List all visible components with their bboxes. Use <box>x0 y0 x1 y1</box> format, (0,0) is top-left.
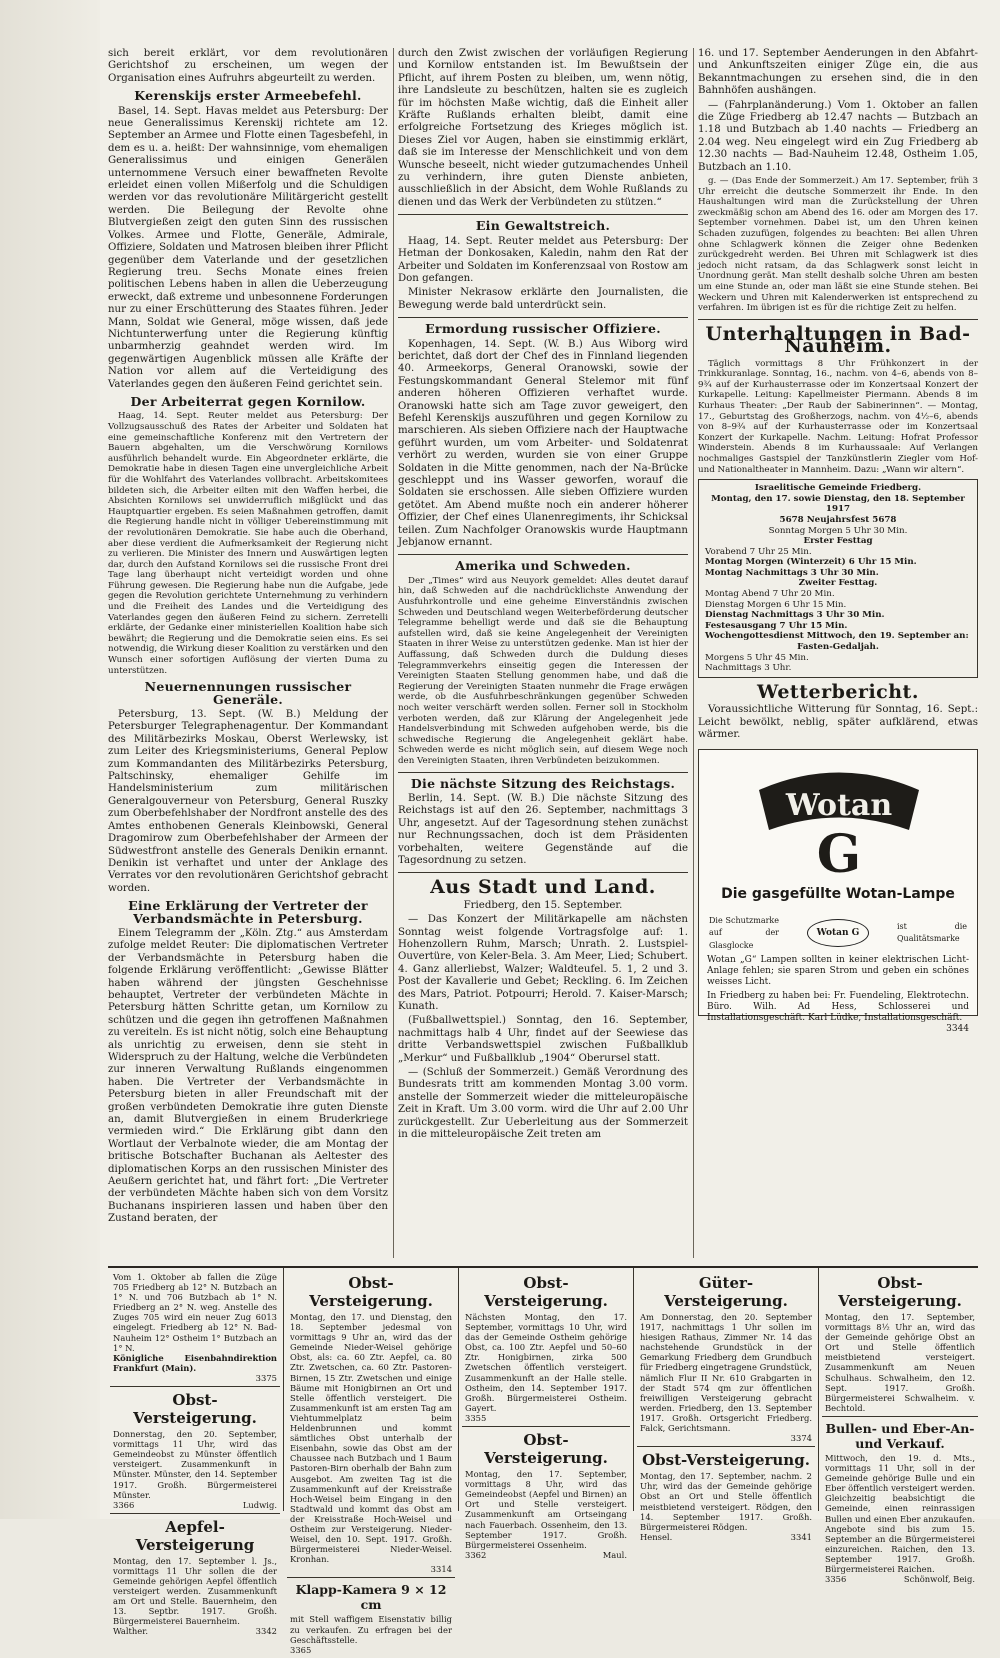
article-body: g. — (Das Ende der Sommerzeit.) Am 17. September, früh 3 Uhr erreicht die deutsche Sommerzeit ihr Ende. In den Haushaltungen wird man die Zurückstellung der Uhren zweckmäßig schon am Abend des 16. oder am Morgen des 17. September vornehmen. Dabei ist, um den Uhren keinen Schaden zuzufügen, folgendes zu beachten: Bei allen Uhren ohne Schlagwerk können die Zeiger ohne Bedenken zurückgedreht werden. Bei Uhren mit Schlagwerk ist dies jedoch nicht ratsam, da das Schlagwerk sonst leicht in Unordnung gerät. Man stellt deshalb solche Uhren am besten um eine Stunde an, oder man läßt sie eine Stunde stehen. Bei Weckern und Uhren mit Kalenderwerken ist entsprechend zu verfahren. Im übrigen ist es für die richtige Zeit zu helfen. <box>698 176 978 314</box>
synagogue-notice <box>698 479 978 678</box>
article-body: Haag, 14. Sept. Reuter meldet aus Petersburg: Der Vollzugsausschuß des Rates der Arbeiter und Soldaten hat eine gemeinschaftliche Konferenz mit den Vertretern der Bauern abgehalten, um die Verschwörung Kornilows ausführlich behandelt wurde. Ein Abgeordneter erklärte, die Demokratie habe in diesen Tagen eine unvergleichliche Arbeit für die Wohlfahrt des Vaterlandes vollbracht. Arbeitskomitees bildeten sich, die Arbeiter eilten mit den Waffen herbei, die Absichten Kornilows sei unwiderruflich mißglückt und das Hauptquartier ergeben. Es seien Maßnahmen getroffen, damit die Regierung handle nicht in völliger Uebereinstimmung mit der revolutionären Demokratie. Sie habe auch die Oberhand, aber diese verdient die Aufmerksamkeit der Regierung nicht zu verlieren. Die Minister des Innern und Auswärtigen legten dar, durch den Aufstand Kornilows sei die russische Front drei Tage lang überhaupt nicht verteidigt worden und ohne Führung gewesen. Die Regierung habe nun die Aufgabe, jede gegen die Revolution gerichtete Unternehmung zu verhindern und die Freiheit des Landes und die Verteidigung des Vaterlandes gegen den äußeren Feind zu sichern. Zerretelli erklärte, der Gedanke einer ministeriellen Koalition habe sich bewährt; die Regierung und die Demokratie seien eins. Es sei notwendig, die Wirkung dieser Koalition zu verstärken und den Wunsch einer sofortigen Auflösung der vierten Duma zu unterstützen. <box>108 411 388 676</box>
article-body: — (Fahrplanänderung.) Vom 1. Oktober an fallen die Züge Friedberg ab 12.47 nachts — Butzbach an 1.18 und Butzbach ab 1.40 nachts — Friedberg an 2.04 weg. Neu eingelegt wird ein Zug Friedberg ab 12.30 nachts — Bad-Nauheim 12.48, Ostheim 1.05, Butzbach an 1.10. <box>698 99 978 173</box>
column-divider <box>693 48 694 1258</box>
notice-line: Dienstag Nachmittags 3 Uhr 30 Min. <box>705 610 885 621</box>
section-heading: Wetterbericht. <box>757 680 919 703</box>
ad-block <box>287 1578 455 1657</box>
article-body: Minister Nekrasow erklärte den Journalisten, die Bewegung werde bald unterdrückt sein. <box>398 287 688 311</box>
column-2 <box>398 48 688 1258</box>
ad-title: Obst-Versteigerung. <box>484 1431 608 1468</box>
ad-title: Aepfel-Versteigerung <box>135 1517 255 1554</box>
divider <box>398 554 688 555</box>
ad-title: Obst-Versteigerung. <box>484 1274 608 1310</box>
wotan-caption: Die gasgefüllte Wotan-Lampe <box>721 886 955 903</box>
ad-column-4 <box>637 1270 815 1542</box>
ad-number: 3341 <box>790 1531 812 1542</box>
article-body: Petersburg, 13. Sept. (W. B.) Meldung der Petersburger Telegraphenagentur. Der Kommandant des Militärbezirks Moskau, Oberst Werlewsky, ist zum Leiter des Kriegsministeriums, General Peplow zum Kommandanten des Militärbezirks Petersburg, Paltschinsky, ehemaliger Gehilfe im Handelsministerium zum militärischen Generalgouverneur von Petersburg, General Ruszky zum Oberbefehlshaber der Nordfront anstelle des des Amtes enthobenen Generals Kleinbowski, General Dragomirow zum Oberbefehlshaber der Armeen der Südwestfront anstelle des Generals Denikin ernannt. Denikin ist verhaftet und unter der Anklage des Verrates vor den revolutionären Gerichtshof gebracht worden. <box>108 709 388 894</box>
article-heading: Der Arbeiterrat gegen Kornilow. <box>130 393 366 409</box>
notice-title: Israelitische Gemeinde Friedberg. <box>754 483 922 494</box>
divider <box>398 772 688 773</box>
ad-title: Klapp-Kamera 9 × 12 cm <box>295 1582 447 1613</box>
notice-line: Vorabend 7 Uhr 25 Min. <box>705 546 812 557</box>
ad-column-3 <box>462 1270 630 1560</box>
notice-line: Festesausgang 7 Uhr 15 Min. <box>705 620 848 631</box>
article-heading: Kerenskijs erster Armeebefehl. <box>134 88 362 104</box>
article-heading: Neuernennungen russischer Generäle. <box>144 679 352 707</box>
article-body: Täglich vormittags 8 Uhr Frühkonzert in der Trinkkuranlage. Sonntag, 16., nachm. von 4–6, abends von 8–9¾ auf der Kurhausterrasse oder im Konzertsaal Konzert der Kurkapelle. Leitung: Kapellmeister Piermann. Abends 8 im Kurhaus Theater: „Der Raub der Sabinerinnen“. — Montag, 17., Geburtstag des Großherzogs, nachm. von 4½–6, abends von 8–9¾ auf der Kurhausterrasse oder im Konzertsaal Konzert der Kurkapelle. Nachm. Leitung: Hofrat Professor Winderstein. Abends 8 im Kurhaussaale: Auf Verlangen nochmaliges Gastspiel der Tanzkünstlerin Ziegler vom Hof- und Nationaltheater in Mannheim. Dazu: „Wann wir altern“. <box>698 358 978 475</box>
wotan-ad-text <box>707 955 969 1035</box>
ad-block <box>110 1387 280 1514</box>
weather-text: Voraussichtliche Witterung für Sonntag, 16. Sept.: Leicht bewölkt, neblig, später aufklärend, etwas wärmer. <box>698 704 978 741</box>
page-gutter <box>0 0 100 1519</box>
ad-text: Nächsten Montag, den 17. September, vormittags 10 Uhr, wird das der Gemeinde Ostheim gehörige Obst, ca. 100 Ztr. Aepfel und 50–60 Ztr. Honigbirnen, zirka 500 Zwetschen öffentlich versteigert. Zusammenkunft an der Halle stelle. Ostheim, den 14. September 1917. Großh. Bürgermeisterei Ostheim. Gayert. <box>465 1312 627 1413</box>
wotan-logo <box>749 760 929 886</box>
ad-number: 3344 <box>946 1024 969 1035</box>
article-body: Kopenhagen, 14. Sept. (W. B.) Aus Wiborg wird berichtet, daß dort der Chef des in Finnland liegenden 40. Armeekorps, General Oranowski, sowie der Festungskommandant General Stelemor mit fünf anderen höheren Offizieren verhaftet wurde. Oranowski hatte sich am Tage zuvor geweigert, den Befehl Kerenskijs auszuführen und gegen Kornilow zu marschieren. Als sieben Offiziere nach der Hauptwache geführt wurden, um vom Arbeiter- und Soldatenrat verhört zu werden, wurden sie von einer Gruppe Soldaten in die Mitte genommen, nach der Na-Brücke geschleppt und ins Wasser geworfen, worauf die Soldaten sie erschossen. Alle sieben Offiziere wurden getötet. Am Abend mußte noch ein anderer höherer Offizier, der Chef eines Ulanenregiments, ihr Schicksal teilen. Zum Nachfolger Oranowskis wurde Hauptmann Jebjanow ernannt. <box>398 338 688 549</box>
ad-block <box>462 1270 630 1427</box>
ad-text: Mittwoch, den 19. d. Mts., vormittags 11 Uhr, soll in der Gemeinde gehörige Bulle und ein Eber öffentlich versteigert werden. Gleichzeitig beabsichtigt die Gemeinde, einen reinrassigen Bullen und einen Eber anzukaufen. Angebote sind bis zum 15. September an die Bürgermeisterei einzureichen. Raichen, den 13. September 1917. Großh. Bürgermeisterei Raichen. <box>825 1452 975 1574</box>
divider <box>398 872 688 873</box>
ad-number: 3374 <box>790 1433 812 1444</box>
divider <box>398 317 688 318</box>
column-divider <box>393 48 394 1258</box>
ad-divider <box>458 1268 459 1511</box>
ad-column-1 <box>110 1270 280 1637</box>
notice-line: Montag Nachmittags 3 Uhr 30 Min. <box>705 567 879 578</box>
article-body: (Fußballwettspiel.) Sonntag, den 16. September, nachmittags halb 4 Uhr, findet auf der Seewiese das dritte Verbandswettspiel zwischen Fußballklub „Merkur“ und Fußballklub „1904“ Oberursel statt. <box>398 1015 688 1064</box>
ad-signature: Maul. <box>602 1549 627 1560</box>
article-body: Basel, 14. Sept. Havas meldet aus Petersburg: Der neue Generalissimus Kerenskij richtete am 12. September an Armee und Flotte einen Tagesbefehl, in dem es u. a. heißt: Der wahnsinnige, vom ehemaligen Generalissimus und einigen Generälen unternommene Versuch einer bewaffneten Revolte erleidet einen vollen Mißerfolg und die Schuldigen werden vor das revolutionäre Militärgericht gestellt werden. Die Beilegung der Revolte ohne Blutvergießen zeigt den guten Sinn des russischen Volkes. Armee und Flotte, Generäle, Admirale, Offiziere, Soldaten und Matrosen bleiben ihrer Pflicht gegenüber dem Vaterlande und der gesetzlichen Regierung treu. Sechs Monate eines freien politischen Lebens haben in allen die Ueberzeugung erweckt, daß extreme und unbesonnene Forderungen nur zu einer Erschütterung des Staates führen. Jeder Mann, Soldat wie General, möge wissen, daß jede Nichtunterwerfung unter die Regierung künftig unbarmherzig geahndet werden wird. Im gegenwärtigen Augenblick müssen alle Kräfte der Nation vor allem auf die Verteidigung des Vaterlandes gegen den äußeren Feind gerichtet sein. <box>108 105 388 390</box>
article-heading: Amerika und Schweden. <box>455 558 631 574</box>
wotan-trademark-icon: Wotan G <box>807 919 869 947</box>
ad-divider <box>633 1268 634 1511</box>
article-body: durch den Zwist zwischen der vorläufigen Regierung und Kornilow entstanden ist. Im Bewußtsein der Pflicht, auf ihrem Posten zu bleiben, um, wenn nötig, ihre Landsleute zu beschützen, halten sie es zugleich für im höchsten Maße wichtig, daß die Einheit aller Kräfte Rußlands erhalten bleibt, damit eine erfolgreiche Fortsetzung des Krieges möglich ist. Dieses Ziel vor Augen, haben sie einstimmig erklärt, daß sie im Interesse der Menschlichkeit und von dem Wunsche beseelt, nicht wieder gutzumachendes Unheil zu verhindern, ihre guten Dienste anbieten, ausschließlich in der Absicht, dem Wohle Rußlands zu dienen und das Werk der Verbündeten zu stützen.“ <box>398 48 688 208</box>
ad-text: Montag, den 17. September, vormittags 8 Uhr, wird das Gemeindeobst (Aepfel und Birnen) an Ort und Stelle versteigert. Zusammenkunft am Ortseingang nach Fauerbach. Ossenheim, den 13. September 1917. Großh. Bürgermeisterei Ossenheim. <box>465 1469 627 1550</box>
ad-number: 3365 <box>290 1644 312 1655</box>
ad-block <box>462 1427 630 1563</box>
ad-signature: Hensel. <box>640 1531 673 1542</box>
ad-number: 3342 <box>255 1626 277 1637</box>
notice-line: Zweiter Festtag. <box>798 578 878 589</box>
ad-title: Bullen- und Eber-An- und Verkauf. <box>825 1420 975 1451</box>
notice-line: Montag Abend 7 Uhr 20 Min. <box>705 589 835 600</box>
dateline: Friedberg, den 15. September. <box>463 899 623 911</box>
article-heading: Eine Erklärung der Vertreter der Verbandsmächte in Petersburg. <box>128 898 368 926</box>
ad-block <box>287 1270 455 1578</box>
ad-block <box>637 1270 815 1447</box>
divider <box>398 214 688 215</box>
ad-text: Am Donnerstag, den 20. September 1917, nachmittags 1 Uhr sollen im hiesigen Rathaus, Zimmer Nr. 14 das nachstehende Grundstück in der Gemarkung Friedberg dem Grundbuch für Friedberg eingetragene Grundstück, nämlich Flur II Nr. 610 Grabgarten in der Stadt 574 qm zur öffentlichen freiwilligen Versteigerung gebracht werden. Friedberg, den 13. September 1917. Großh. Ortsgericht Friedberg. Falck, Gerichtsmann. <box>640 1312 812 1434</box>
notice-line: Montag, den 17. sowie Dienstag, den 18. September 1917 <box>711 493 965 515</box>
ad-column-5 <box>822 1270 978 1585</box>
article-body: Berlin, 14. Sept. (W. B.) Die nächste Sitzung des Reichstags ist auf den 26. September, nachmittags 3 Uhr, angesetzt. Auf der Tagesordnung stehen zunächst nur Rechnungssachen, doch ist dem Präsidenten vorbehalten, weitere Gegenstände auf die Tagesordnung zu setzen. <box>398 792 688 866</box>
section-heading: Unterhaltungen in Bad-Nauheim. <box>705 322 971 358</box>
article-body: 16. und 17. September Aenderungen in den Abfahrt- und Ankunftszeiten einiger Züge ein, die aus Bekanntmachungen zu ersehen sind, die in den Bahnhöfen aushängen. <box>698 48 978 97</box>
ad-divider <box>818 1268 819 1511</box>
ad-number: 3362 <box>465 1549 487 1560</box>
ad-title: Obst-Versteigerung. <box>642 1451 810 1470</box>
article-heading: Die nächste Sitzung des Reichstags. <box>410 775 676 791</box>
ad-divider <box>283 1268 284 1511</box>
ad-block <box>110 1514 280 1640</box>
ad-block <box>822 1270 978 1417</box>
ad-signature: Schönwolf, Beig. <box>903 1574 975 1585</box>
wotan-marks <box>709 915 967 950</box>
notice-line: Fasten-Gedaljah. <box>797 642 879 653</box>
wotan-ad-line: In Friedberg zu haben bei: Fr. Fuendeling, Elektrotechn. Büro. Wilh. Ad Hess, Schlosserei und Installationsgeschäft. Karl Lüdke, Installationsgeschäft. <box>707 991 969 1024</box>
ad-signature: Ludwig. <box>242 1499 277 1510</box>
ad-text: Donnerstag, den 20. September, vormittags 11 Uhr, wird das Gemeindeobst zu Münster öffentlich versteigert. Zusammenkunft in Münster. Münster, den 14. September 1917. Großh. Bürgermeisterei Münster. <box>113 1429 277 1500</box>
article-body: Der „Times“ wird aus Neuyork gemeldet: Alles deutet darauf hin, daß Schweden auf die nachdrücklichste Anwendung der Ausfuhrkontrolle und eine geheime Einverständnis zwischen Schweden und Deutschland wegen Weiterbeförderung deutscher Telegramme behelligt werde und daß sie die Behauptung aufstellen wird, daß sie keine Angelegenheit der Vereinigten Staaten in ihrer Weise zu unterstützen gedenke. Man ist hier der Auffassung, daß Schweden durch die Duldung dieses Telegrammverkehrs einseitig gegen die Interessen der Vereinigten Staaten Stellung genommen habe, und daß die Regierung der Vereinigten Staaten nunmehr die Frage erwägen werde, ob die Ausfuhrbeschränkungen gegenüber Schweden noch weiter verschärft werden sollen. Ferner soll in Stockholm verboten werden, daß zur Klärung der Angelegenheit jede Handelsverbindung mit Schweden aufgehoben werde, bis die schwedische Regierung die Angelegenheit geklärt habe. Schweden werde es nicht möglich sein, auf diesem Wege noch den Vereinigten Staaten, ihren Verbündeten beizukommen. <box>398 575 688 766</box>
column-3 <box>698 48 978 1258</box>
notice-line: Wochengottesdienst Mittwoch, den 19. September an: <box>705 631 969 642</box>
ad-text: Vom 1. Oktober ab fallen die Züge 705 Friedberg ab 12° N. Butzbach an 1° N. und 706 Butzbach ab 1° N. Friedberg an 2° N. weg. Anstelle des Zuges 705 wird ein neuer Zug 6013 eingelegt. Friedberg ab 12° N. Bad-Nauheim 12° Ostheim 1° Butzbach an 1° N. <box>113 1272 277 1353</box>
article-heading: Ein Gewaltstreich. <box>475 218 611 234</box>
ad-text: Montag, den 17. September l. Js., vormittags 11 Uhr sollen die der Gemeinde gehörigen Aepfel öffentlich versteigert werden. Zusammenkunft am Ort und Stelle. Bauernheim, den 13. Septbr. 1917. Großh. Bürgermeisterei Bauernheim. <box>113 1555 277 1627</box>
article-body: — Das Konzert der Militärkapelle am nächsten Sonntag weist folgende Vortragsfolge auf: 1. Hohenzollern Ruhm, Marsch; Unrath. 2. Lustspiel-Ouvertüre, von Keler-Bela. 3. Am Meer, Lied; Schubert. 4. Ganz allerliebst, Walzer; Waldteufel. 5. 1, 2 und 3. Post der Kavallerie und Gebet; Reckling. 6. Im Zeichen des Mars, Patriot. Potpourri; Herold. 7. Kaiser-Marsch; Kunath. <box>398 914 688 1013</box>
notice-line: Dienstag Morgen 6 Uhr 15 Min. <box>705 599 847 610</box>
column-1 <box>108 48 388 1258</box>
notice-line: Morgens 5 Uhr 45 Min. <box>705 652 809 663</box>
article-body: Haag, 14. Sept. Reuter meldet aus Petersburg: Der Hetman der Donkosaken, Kaledin, nahm den Rat der Arbeiter und Soldaten im Konferenzsaal von Rostow am Don gefangen. <box>398 235 688 284</box>
wotan-logo-letter: G <box>816 824 862 886</box>
ad-number: 3355 <box>465 1412 487 1423</box>
wotan-lamp-ad <box>698 749 978 1035</box>
ad-text: Montag, den 17. September, vormittags 8½ Uhr an, wird das der Gemeinde gehörige Obst an Ort und Stelle öffentlich meistbietend versteigert. Zusammenkunft am Neuen Schulhaus. Schwalheim, den 12. Sept. 1917. Großh. Bürgermeisterei Schwalheim. v. Bechtold. <box>825 1312 975 1413</box>
ad-title: Obst-Versteigerung. <box>838 1274 962 1310</box>
article-body: Einem Telegramm der „Köln. Ztg.“ aus Amsterdam zufolge meldet Reuter: Die diplomatischen Vertreter der Verbandsmächte in Petersburg haben die folgende Erklärung veröffentlicht: „Gewisse Blätter haben während der jüngsten Geschehnisse behauptet, Vertreter der verbündeten Mächte in Petersburg hätten Schritte getan, um Kornilow zu schützen und die gegen ihn getroffenen Maßnahmen zu vereiteln. Es ist nicht nötig, solch eine Behauptung als unrichtig zu erweisen, denn sie steht in Widerspruch zu der Haltung, welche die Verbündeten zur inneren Verwaltung Rußlands eingenommen haben. Die Vertreter der Verbandsmächte in Petersburg bieten in aller Freundschaft mit der großen verbündeten Demokratie ihre guten Dienste an, damit Blutvergießen in einem Bruderkriege vermieden wird.“ Die Erklärung gibt dann den Wortlaut der Verbalnote wieder, die am Montag der britische Botschafter Buchanan als Aeltester des diplomatischen Korps an den russischen Minister des Aeußern gerichtet hat, und fährt fort: „Die Vertreter der verbündeten Mächte haben sich von dem Vorsitz Buchanans inspirieren lassen und haben über den Zustand beraten, der <box>108 927 388 1225</box>
notice-line: 5678 Neujahrsfest 5678 <box>779 514 897 525</box>
notice-line: Sonntag Morgen 5 Uhr 30 Min. <box>768 525 908 536</box>
wotan-ad-line: Wotan „G“ Lampen sollten in keiner elektrischen Licht-Anlage fehlen; sie sparen Strom und geben ein schönes weisses Licht. <box>707 955 969 988</box>
wotan-logo-text: Wotan <box>785 788 893 824</box>
ad-block <box>822 1417 978 1587</box>
article-body: — (Schluß der Sommerzeit.) Gemäß Verordnung des Bundesrats tritt am kommenden Montag 3.00 vorm. anstelle der Sommerzeit wieder die mitteleuropäische Zeit in Kraft. Um 3.00 vorm. wird die Uhr auf 2.00 Uhr zurückgestellt. Zur Ueberleitung aus der Sommerzeit in die mitteleuropäische Zeit treten am <box>398 1067 688 1141</box>
ad-number: 3356 <box>825 1574 847 1585</box>
ad-title: Obst-Versteigerung. <box>133 1391 257 1428</box>
divider <box>698 319 978 320</box>
notice-line: Montag Morgen (Winterzeit) 6 Uhr 15 Min. <box>705 557 917 568</box>
ad-text: Königliche Eisenbahndirektion Frankfurt (Main). <box>113 1352 277 1373</box>
article-heading: Ermordung russischer Offiziere. <box>425 321 661 337</box>
wotan-mark-right: ist die Qualitätsmarke <box>897 922 967 944</box>
ad-block <box>110 1270 280 1387</box>
ad-text: Montag, den 17. und Dienstag, den 18. September jedesmal von vormittags 9 Uhr an, wird das der Gemeinde Nieder-Weisel gehörige Obst, als: ca. 60 Ztr. Aepfel, ca. 80 Ztr. Zwetschen, ca. 60 Ztr. Pastoren-Birnen, 15 Ztr. Zwetschen und einige Bäume mit Honigbirnen an Ort und Stelle öffentlich versteigert. Die Zusammenkunft ist am ersten Tag am Viehtummelplatz beim Heldenbrunnen und kommt sämtliches Obst unterhalb der Eisenbahn, sowie das Obst am der Chaussee nach Butzbach und 1 Baum Pastoren-Birn oberhalb der Bahn zum Ausgebot. Am zweiten Tag ist die Zusammenkunft auf der Kreisstraße Hoch-Weisel beim Eingang in den Stadtwald und kommt das Obst am der Kreisstraße Hoch-Weisel und Ostheim zur Versteigerung. Nieder-Weisel, den 10. Sept. 1917. Großh. Bürgermeisterei Nieder-Weisel. Kronhan. <box>290 1312 452 1565</box>
ad-signature: Walther. <box>113 1626 149 1637</box>
ad-text: mit Stell waffigem Eisenstativ billig zu verkaufen. Zu erfragen bei der Geschäftsstelle. <box>290 1614 452 1645</box>
notice-line: Erster Festtag <box>803 536 873 547</box>
section-heading: Aus Stadt und Land. <box>430 876 656 899</box>
ad-number: 3375 <box>255 1372 277 1383</box>
wotan-mark-left: Die Schutzmarke auf der Glasglocke <box>709 915 779 950</box>
notice-line: Nachmittags 3 Uhr. <box>705 663 792 674</box>
ad-number: 3366 <box>113 1499 135 1510</box>
ad-number: 3314 <box>430 1564 452 1575</box>
ad-column-2 <box>287 1270 455 1655</box>
ad-text: Montag, den 17. September, nachm. 2 Uhr, wird das der Gemeinde gehörige Obst an Ort und Stelle öffentlich meistbietend versteigert. Rödgen, den 14. September 1917. Großh. Bürgermeisterei Rödgen. <box>640 1471 812 1532</box>
column-1-intro: sich bereit erklärt, vor dem revolutionären Gerichtshof zu erscheinen, um wegen der Organisation eines Aufruhrs abgeurteilt zu werden. <box>108 48 388 84</box>
ad-title: Güter-Versteigerung. <box>664 1274 788 1310</box>
ad-block <box>637 1447 815 1545</box>
ad-title: Obst-Versteigerung. <box>309 1274 433 1310</box>
